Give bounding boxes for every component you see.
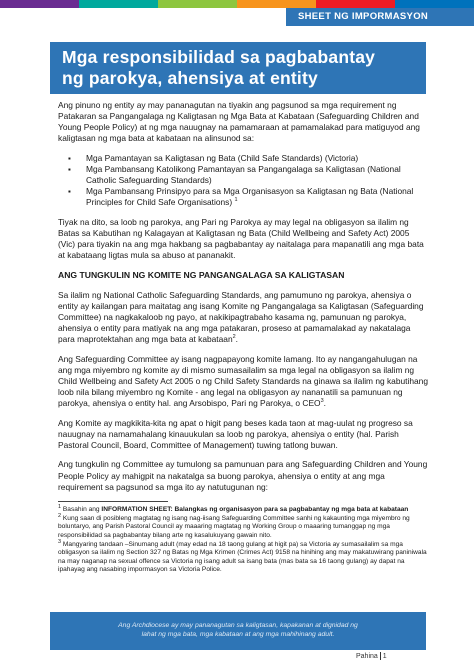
footnote-number: 2 [58,512,62,519]
page-number-value: 1 [382,652,387,660]
sheet-type-tag: SHEET NG IMPORMASYON [286,8,474,26]
color-segment [395,0,474,8]
page-label: Pahina [356,652,378,660]
standards-list [58,153,428,208]
color-segment [79,0,158,8]
color-segment [0,0,79,8]
footnote-number: 1 [58,504,62,511]
footer-banner-line: lahat ng mga bata, mga kabataan at ang mga mahihinang adult. [141,631,335,638]
paragraph: Ang Komite ay magkikita-kita ng apat o higit pang beses kada taon at mag-uulat ng progreso sa nauugnay na namamahalang kinauukulan sa loob ng parokya, ahensiya o entity (hal. Parish Pastoral Council, Board, Committee of Management) tuwing tatlong buwan. [58,417,413,450]
footnote-number: 3 [58,538,62,545]
footnote-text: Basahin ang [62,506,102,514]
document-body [58,100,428,575]
footnote [58,506,428,515]
paragraph [58,290,428,345]
footnote [58,512,428,541]
section-heading: ANG TUNGKULIN NG KOMITE NG PANGANGALAGA SA KALIGTASAN [58,269,345,280]
footnote-ref[interactable]: 2 [232,334,236,341]
paragraph-text: . [235,334,238,345]
page-title [50,42,426,94]
paragraph: Ang tungkulin ng Committee ay tumulong sa pamunuan para ang Safeguarding Children and Young People Policy ay mahigpit na nakatalga sa buong parokya, ahensiya o entity at ang mga requirement sa pagsunod sa mga ito ay natutugunan ng: [58,459,428,492]
footnote-link-text[interactable]: INFORMATION SHEET: Balangkas ng organisasyon para sa pagbabantay ng mga bata at kabataan [101,506,409,514]
paragraph [58,354,428,409]
page-divider [380,652,381,660]
footer-banner-line: Ang Archdiocese ay may pananagutan sa kaligtasan, kapakanan at dignidad ng [118,622,358,629]
list-item-text: Mga Pamantayan sa Kaligtasan ng Bata (Child Safe Standards) (Victoria) [86,152,359,163]
list-item [86,186,428,208]
footnote-text: Mangyaring tandaan –Sinumang adult (may edad na 18 taong gulang at higit pa) sa Victoria ay sumasailalim sa mga obligasyon sa ilalim ng Section 327 ng Batas ng Mga Krimen (Crimes Act) 9158 na hinihing ang may makatuwirang paniniwala na may naganap na sexual offence sa Victoria ng isang adult sa isang bata (mas bata sa 16 taong gulang) ay dapat na ipahayag ang nasabing impormasyon sa Victoria Police. [58,540,427,574]
list-item [86,153,428,164]
footnote-ref[interactable]: 3 [320,398,324,405]
footnote-divider [58,501,168,502]
footer-banner [50,612,426,650]
page-number [356,652,387,660]
title-line-1: Mga responsibilidad sa pagbabantay [62,47,376,67]
footnote-text: Kung saan di posibleng magtatag ng isang nag-iisang Safeguarding Committee sanhi ng kakaunting mga miyembro ng boluntaryo, ang Parish Pastoral Council ay maaaring magtatag ng Working Group o maaaring tumanggap ng mga responsibilidad sa pagbabantay bilang arte ng kasalukuyang gawain nito. [58,514,410,539]
top-color-bar [0,0,474,8]
footnote-ref[interactable]: 1 [234,197,238,204]
color-segment [237,0,316,8]
footnote [58,538,428,575]
paragraph: Tiyak na dito, sa loob ng parokya, ang Pari ng Parokya ay may legal na obligasyon sa ilalim ng Batas sa Kabutihan ng Kalagayan at Kaligtasan ng Bata (Child Wellbeing and Safety Act) 2005 (Vic) para tiyakin na ang mga hakbang sa pagbabantay ay naitalaga para mapanatili ang mga bata at kabataang ligtas mula sa abuso at pananakit. [58,216,424,261]
list-item-text: Mga Pambansang Prinsipyo para sa Mga Organisasyon sa Kaligtasan ng Bata (National Principles for Child Safe Organisations) [86,186,414,208]
footnotes [58,506,428,575]
list-item-text: Mga Pambansang Katolikong Pamantayan sa Pangangalaga sa Kaligtasan (National Catholic Safeguarding Standards) [86,163,401,186]
paragraph-text: Ang Safeguarding Committee ay isang nagpapayong komite lamang. Ito ay nangangahulugan na ang mga miyembro ng komite ay di mismo sumasailalim sa mga legal na obligasyon sa ilalim ng Child Wellbeing and Safety Act 2005 o ng Child Safety Standards na ginawa sa ilalim ng kabutihang loob nila bilang miyembro ng Komite - ang legal na obligasyon ay nananatili sa pamunuan ng parokya, ahensiya o entity hal. ang Arsobispo, Pari ng Parokya, o CEO [58,353,428,409]
paragraph-text: Sa ilalim ng National Catholic Safeguarding Standards, ang pamumuno ng parokya, ahensiya o entity ay kailangan para maitatag ang isang Komite ng Pangangalaga sa Kaligtasan (Safeguarding Committee) na nagkakaloob ng payo, at nakikipagtrabaho kasama ng, pamunuan ng parokya, ahensiya o entity para matiyak na ang mga patakaran, proseso at pamamalakad ay nakatalaga para maprotektahan ang mga bata at kabataan [58,289,424,345]
title-line-2: ng parokya, ahensiya at entity [62,68,318,88]
color-segment [158,0,237,8]
list-item [86,164,428,186]
paragraph-text: . [323,398,326,409]
color-segment [316,0,395,8]
intro-paragraph: Ang pinuno ng entity ay may pananagutan na tiyakin ang pagsunod sa mga requirement ng Patakaran sa Pangangalaga ng Kaligtasan ng Mga Bata at Kabataan (Safeguarding Children and Young People Policy) at ng mga nauugnay na pamamaraan at pamamalakad para matiguyod ang kaligtasan ng mga bata at kabataan na alinsunod sa: [58,100,420,144]
